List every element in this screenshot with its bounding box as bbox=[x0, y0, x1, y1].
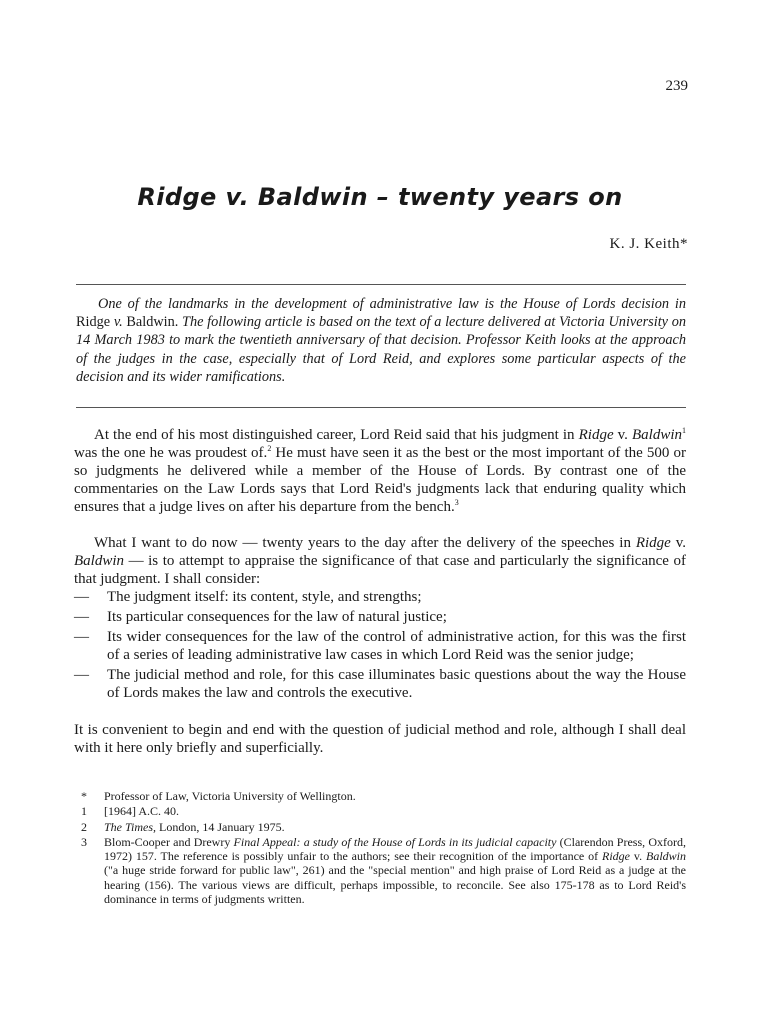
dash-marker: — bbox=[74, 609, 89, 625]
footnote-1 bbox=[74, 804, 686, 818]
footnote-text: Professor of Law, Victoria University of Wellington. bbox=[104, 789, 356, 803]
abstract-top-rule bbox=[76, 284, 686, 285]
footnote-italic: The Times, bbox=[104, 819, 157, 834]
p2-case-ridge: Ridge bbox=[635, 535, 671, 551]
page-number: 239 bbox=[665, 78, 688, 94]
abstract-case-baldwin: Baldwin. bbox=[126, 314, 179, 331]
footnote-case-baldwin: Baldwin bbox=[645, 849, 686, 864]
footnote-mark: 2 bbox=[81, 819, 87, 834]
abstract-text-1: One of the landmarks in the development of administrative law is the House of Lords decision in bbox=[98, 296, 686, 312]
list-item bbox=[74, 666, 686, 702]
p2-text-b: — is to attempt to appraise the significance of that case and particularly the significance of that judgment. I shall consider: bbox=[74, 553, 686, 587]
list-item bbox=[74, 608, 686, 626]
p2-text-a: What I want to do now — twenty years to the day after the delivery of the speeches in bbox=[94, 535, 636, 551]
footnote-2 bbox=[74, 820, 686, 834]
p2-case-v: v. bbox=[670, 535, 687, 551]
footnote-mark: 1 bbox=[81, 804, 87, 819]
p1-case-v: v. bbox=[613, 427, 632, 443]
list-item-text: Its wider consequences for the law of the control of administrative action, for this was the first of a series of leading administrative law cases in which Lord Reid was the senior judge; bbox=[107, 629, 686, 663]
p1-text-a: At the end of his most distinguished career, Lord Reid said that his judgment in bbox=[94, 427, 579, 443]
list-item bbox=[74, 628, 686, 664]
p1-text-b: was the one he was proudest of. bbox=[74, 445, 268, 461]
consideration-list bbox=[74, 588, 686, 704]
footnote-text: London, 14 January 1975. bbox=[156, 819, 285, 834]
p1-text-c: He must have seen it as the best or the most important of the 500 or so judgments he delivered while a member of the House of Lords. By contrast one of the commentaries on the Law Lords says that Lord Reid's judgments lack that enduring quality which ensures that a judge lives on after his departure from the bench. bbox=[74, 445, 686, 515]
list-item-text: The judgment itself: its content, style, and strengths; bbox=[107, 589, 422, 605]
paragraph-2 bbox=[74, 534, 686, 588]
list-item bbox=[74, 588, 686, 606]
p1-case-ridge: Ridge bbox=[578, 427, 614, 443]
footnote-book-title: Final Appeal: a study of the House of Lords in its judicial capacity bbox=[233, 834, 557, 849]
footnote-3 bbox=[74, 835, 686, 906]
p1-case-baldwin: Baldwin bbox=[631, 427, 682, 443]
abstract-text-2: The following article is based on the text of a lecture delivered at Victoria University on 14 March 1983 to mark the twentieth anniversary of that decision. Professor Keith looks at the approach of the judges in the case, especially that of Lord Reid, and explores some particular aspects of the decision and its wider ramifications. bbox=[76, 314, 686, 385]
footnote-text-c: ("a huge stride forward for public law", 261) and the "special mention" and high praise of Lord Reid as a judge at the hearing (156). The various views are difficult, perhaps impossible, to reconcile. See also 175-178 as to Lord Reid's dominance in terms of judgments written. bbox=[104, 863, 686, 907]
paragraph-1 bbox=[74, 426, 686, 516]
article-title: Ridge v. Baldwin – twenty years on bbox=[137, 183, 623, 211]
p2-case-baldwin: Baldwin bbox=[74, 553, 125, 569]
footnote-star bbox=[74, 789, 686, 803]
footnote-case-v: v. bbox=[629, 849, 646, 864]
footnote-text-b: (Clarendon Press, Oxford, 1972) 157. The reference is possibly unfair to the authors; see their recognition of the importance of bbox=[104, 834, 686, 864]
footnote-mark: * bbox=[81, 789, 87, 803]
footnote-ref-3[interactable]: 3 bbox=[454, 498, 459, 507]
footnotes bbox=[74, 789, 686, 907]
dash-marker: — bbox=[74, 589, 89, 605]
dash-marker: — bbox=[74, 667, 89, 683]
footnote-text: [1964] A.C. 40. bbox=[104, 804, 179, 819]
paragraph-3: It is convenient to begin and end with the question of judicial method and role, although I shall deal with it here only briefly and superficially. bbox=[74, 722, 686, 756]
footnote-ref-2[interactable]: 2 bbox=[267, 444, 272, 453]
abstract bbox=[76, 295, 686, 386]
footnote-mark: 3 bbox=[81, 834, 87, 849]
list-item-text: The judicial method and role, for this case illuminates basic questions about the way the House of Lords makes the law and controls the executive. bbox=[107, 667, 686, 701]
abstract-bottom-rule bbox=[76, 407, 686, 408]
footnote-ref-1[interactable]: 1 bbox=[682, 426, 686, 435]
author-byline: K. J. Keith* bbox=[609, 236, 688, 252]
footnote-text-a: Blom-Cooper and Drewry bbox=[104, 834, 234, 849]
list-item-text: Its particular consequences for the law of natural justice; bbox=[107, 609, 447, 625]
footnote-case-ridge: Ridge bbox=[601, 849, 630, 864]
dash-marker: — bbox=[74, 629, 89, 645]
abstract-case-ridge: Ridge bbox=[76, 314, 111, 331]
abstract-case-v: v. bbox=[110, 314, 127, 331]
